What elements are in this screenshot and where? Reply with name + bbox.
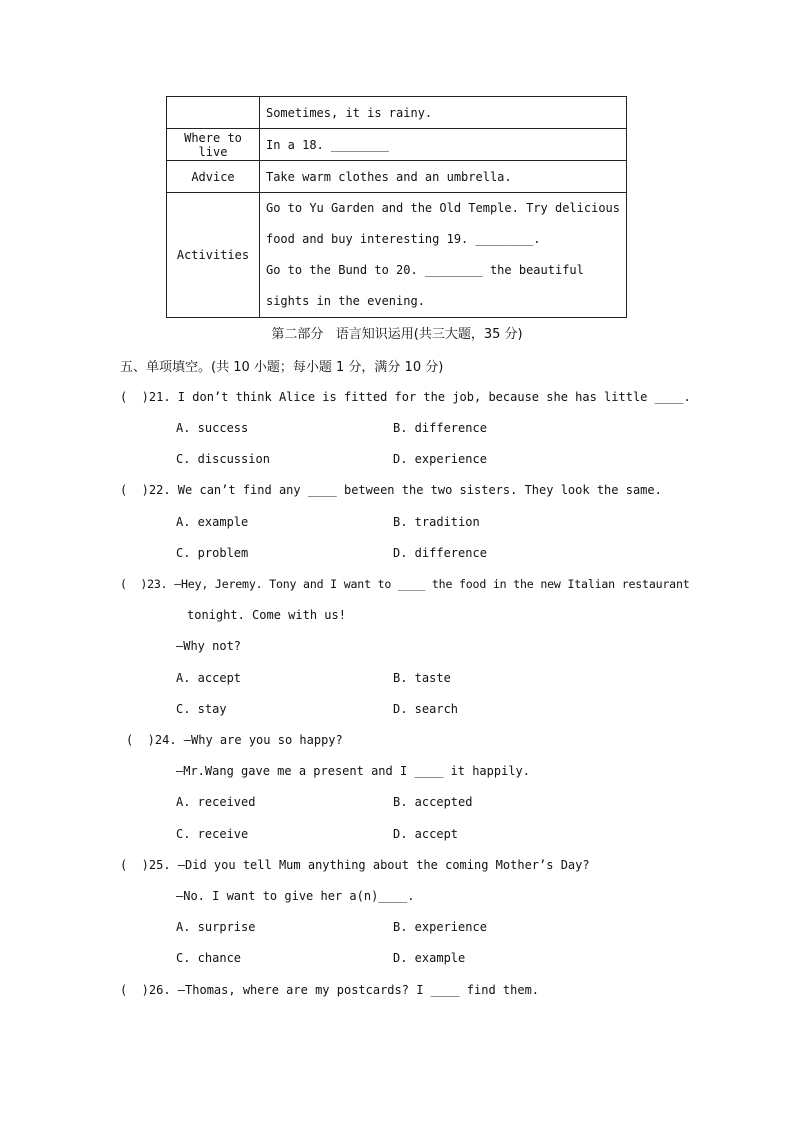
option-d: D. example [393,951,466,965]
activity-line: Go to the Bund to 20. ________ the beautiful [265,263,584,277]
option-b: B. difference [393,421,487,435]
option-c: C. chance [176,951,242,965]
option-b: B. accepted [393,795,473,809]
table-label: Advice [167,161,260,193]
option-c: C. problem [176,546,249,560]
option-d: D. experience [393,452,487,466]
option-c: C. stay [176,702,227,716]
table-content: Take warm clothes and an umbrella. [259,161,626,193]
part-title: 五、单项填空。(共 10 小题；每小题 1 分，满分 10 分) [120,360,444,375]
table-content [259,193,626,318]
option-a: A. received [176,795,256,809]
info-table [166,96,627,318]
option-d: D. accept [393,827,459,841]
table-content: In a 18. ________ [259,129,626,161]
table-label: Where to live [167,129,260,161]
option-b: B. tradition [393,515,480,529]
section-title: 第二部分 语言知识运用(共三大题，35 分) [271,327,523,342]
option-d: D. difference [393,546,487,560]
activity-line: sights in the evening. [265,294,425,308]
question-stem: ( )26. —Thomas, where are my postcards? I ____ find them. [120,983,540,997]
option-b: B. taste [393,671,451,685]
table-row [167,193,627,318]
option-a: A. success [176,421,249,435]
question-reply: —No. I want to give her a(n)____. [176,889,415,903]
option-a: A. accept [176,671,242,685]
table-row [167,161,627,193]
option-a: A. example [176,515,249,529]
option-d: D. search [393,702,459,716]
question-stem-continued: tonight. Come with us! [187,608,346,622]
question-reply: —Mr.Wang gave me a present and I ____ it happily. [176,764,531,778]
option-b: B. experience [393,920,487,934]
activity-line: food and buy interesting 19. ________. [265,232,541,246]
question-reply: —Why not? [176,639,242,653]
table-row [167,97,627,129]
activity-line: Go to Yu Garden and the Old Temple. Try delicious [265,201,620,215]
question-stem: ( )21. I don’t think Alice is fitted for the job, because she has little ____. [120,390,691,404]
table-row [167,129,627,161]
option-c: C. receive [176,827,249,841]
option-c: C. discussion [176,452,270,466]
table-label [167,97,260,129]
question-stem: ( )22. We can’t find any ____ between the two sisters. They look the same. [120,483,662,497]
question-stem: ( )24. —Why are you so happy? [126,733,343,747]
table-content: Sometimes, it is rainy. [259,97,626,129]
question-stem: ( )23. —Hey, Jeremy. Tony and I want to ____ the food in the new Italian restaurant [120,577,690,591]
option-a: A. surprise [176,920,256,934]
question-stem: ( )25. —Did you tell Mum anything about the coming Mother’s Day? [120,858,590,872]
table-label: Activities [167,193,260,318]
